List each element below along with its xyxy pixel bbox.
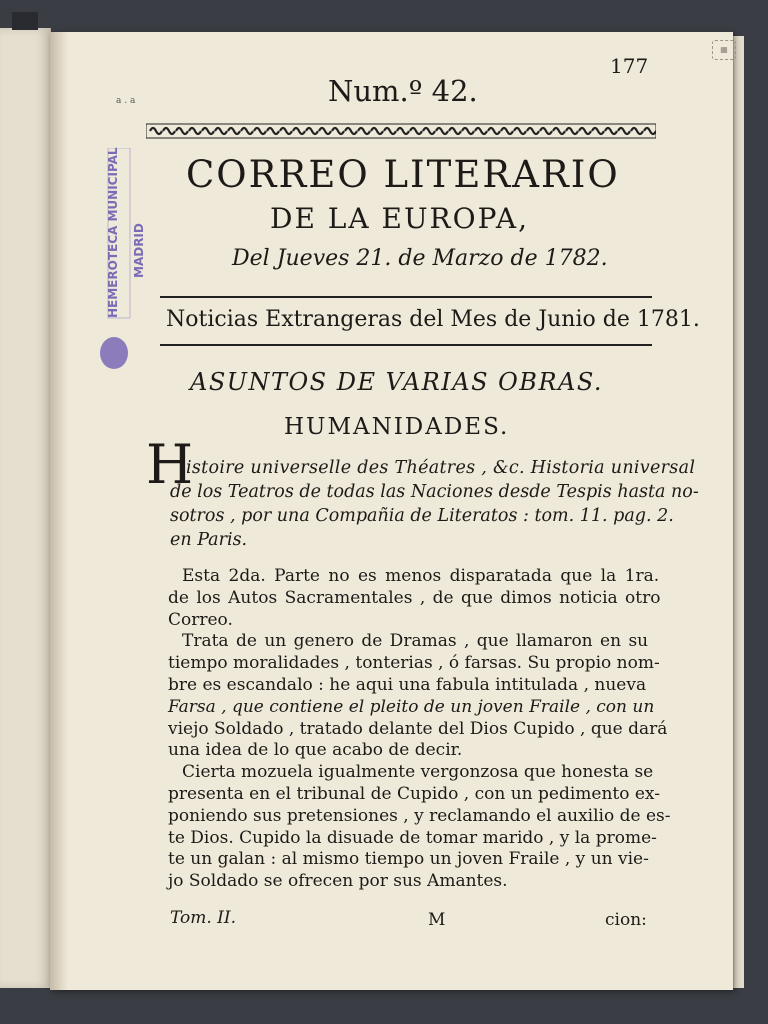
ornament-glyph	[384, 128, 396, 134]
ornament-glyph	[449, 128, 461, 134]
ornament-glyph	[423, 128, 435, 134]
ornament-glyph	[371, 128, 383, 134]
ornament-glyph	[267, 128, 279, 134]
ornament-glyph	[592, 128, 604, 134]
volume-label: Tom. II.	[170, 908, 237, 928]
rule-top	[160, 296, 652, 298]
ornament-glyph	[332, 128, 344, 134]
citation-line: sotros , por una Compañia de Literatos : tom. 11. pag. 2.	[170, 506, 674, 526]
ornament-glyph	[358, 128, 370, 134]
body-line: Cierta mozuela igualmente vergonzosa que honesta se	[182, 762, 654, 782]
ornament-glyph	[254, 128, 266, 134]
citation-line: en Paris.	[170, 530, 248, 550]
page-number: 177	[610, 54, 649, 78]
left-page-edge	[0, 28, 51, 988]
citation-line: istoire universelle des Théatres , &c. Historia universal	[186, 458, 696, 478]
ornament-glyph	[176, 128, 188, 134]
body-line: jo Soldado se ofrecen por sus Amantes.	[168, 871, 508, 891]
title-line2: DE LA EUROPA,	[270, 202, 529, 235]
ornament-glyph	[436, 128, 448, 134]
library-mark: ▦	[712, 40, 736, 60]
body-line: una idea de lo que acabo de decir.	[168, 740, 463, 760]
right-page-edge	[733, 36, 744, 988]
left-tab	[12, 12, 38, 30]
ornament-glyph	[631, 128, 643, 134]
ornament-glyph	[397, 128, 409, 134]
catchword: cion:	[605, 910, 647, 930]
body-line: te Dios. Cupido la disuade de tomar marido , y la prome-	[168, 828, 657, 848]
body-line: de los Autos Sacramentales , de que dimos noticia otro	[168, 588, 661, 608]
subheading: Noticias Extrangeras del Mes de Junio de 1781.	[166, 307, 700, 332]
body-line: Esta 2da. Parte no es menos disparatada que la 1ra.	[182, 566, 660, 586]
body-line: presenta en el tribunal de Cupido , con un pedimento ex-	[168, 784, 660, 804]
ornament-glyph	[540, 128, 552, 134]
ornament-glyph	[514, 128, 526, 134]
ornament-glyph	[189, 128, 201, 134]
marks: a . a	[116, 96, 136, 106]
body-line: tiempo moralidades , tonterias , ó farsas. Su propio nom-	[168, 653, 660, 673]
ornament-border	[146, 121, 656, 141]
ornament-glyph	[202, 128, 214, 134]
title-line1: CORREO LITERARIO	[186, 153, 620, 196]
section-title: ASUNTOS DE VARIAS OBRAS.	[190, 368, 604, 396]
ornament-glyph	[163, 128, 175, 134]
rule-bottom	[160, 344, 652, 346]
ornament-glyph	[215, 128, 227, 134]
ornament-glyph	[475, 128, 487, 134]
ornament-glyph	[280, 128, 292, 134]
subsection-title: HUMANIDADES.	[284, 414, 510, 440]
ornament-glyph	[605, 128, 617, 134]
body-line: poniendo sus pretensiones , y reclamando el auxilio de es-	[168, 806, 671, 826]
ornament-glyph	[566, 128, 578, 134]
ornament-glyph	[501, 128, 513, 134]
ornament-glyph	[410, 128, 422, 134]
ornament-glyph	[228, 128, 240, 134]
library-stamp	[96, 148, 146, 378]
ornament-glyph	[618, 128, 630, 134]
ornament-glyph	[293, 128, 305, 134]
stamp-line1: HEMEROTECA MUNICIPAL	[106, 147, 120, 318]
ornament-glyph	[319, 128, 331, 134]
ornament-glyph	[345, 128, 357, 134]
ornament-glyph	[553, 128, 565, 134]
drop-cap: H	[146, 433, 194, 496]
ornament-glyph	[488, 128, 500, 134]
body-line: Correo.	[168, 610, 233, 630]
ornament-glyph	[579, 128, 591, 134]
citation-line: de los Teatros de todas las Naciones desde Tespis hasta no-	[170, 482, 699, 502]
issue-date: Del Jueves 21. de Marzo de 1782.	[232, 246, 608, 271]
body-line: Farsa , que contiene el pleito de un joven Fraile , con un	[168, 697, 655, 717]
gutter-shadow	[50, 32, 68, 990]
signature-mark: M	[428, 910, 446, 930]
ornament-glyph	[150, 128, 162, 134]
body-line: bre es escandalo : he aqui una fabula intitulada , nueva	[168, 675, 647, 695]
stamp-line2: MADRID	[132, 223, 146, 278]
body-line: Trata de un genero de Dramas , que llamaron en su	[182, 631, 649, 651]
ornament-glyph	[462, 128, 474, 134]
issue-number: Num.º 42.	[328, 74, 478, 108]
body-line: te un galan : al mismo tiempo un joven Fraile , y un vie-	[168, 849, 649, 869]
ornament-glyph	[306, 128, 318, 134]
ornament-glyph	[241, 128, 253, 134]
ornament-glyph	[644, 128, 656, 134]
body-line: viejo Soldado , tratado delante del Dios Cupido , que dará	[168, 719, 668, 739]
ornament-glyph	[527, 128, 539, 134]
